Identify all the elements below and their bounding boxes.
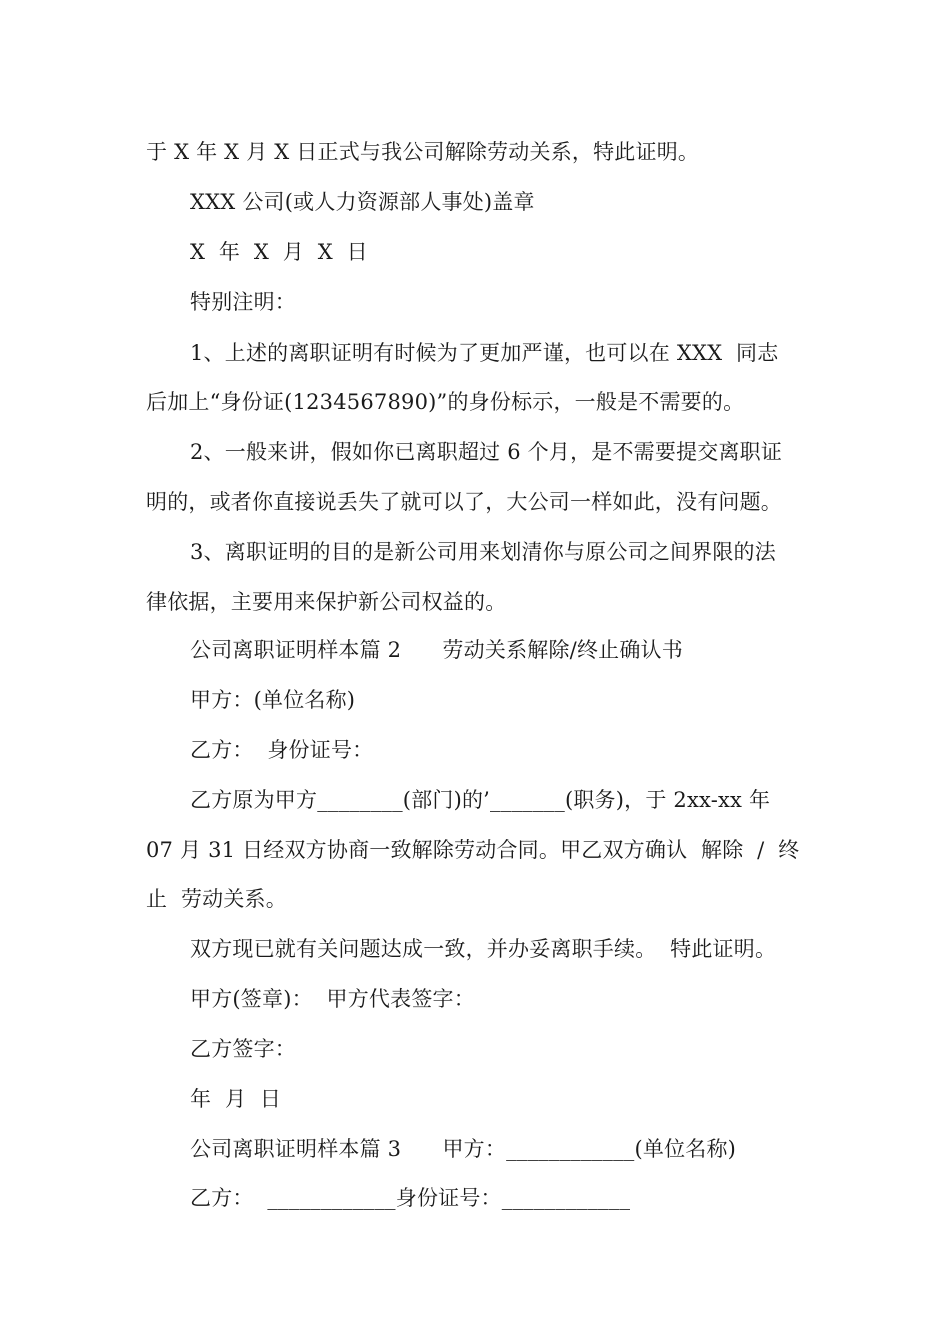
party-a-line: 甲方：(单位名称) [190, 688, 356, 712]
sample-3-party-b-line: 乙方： ____________身份证号：____________ [190, 1186, 631, 1210]
note-item-3: 3、离职证明的目的是新公司用来划清你与原公司之间界限的法 [190, 540, 776, 564]
note-item-1-cont: 后加上“身份证(1234567890)”的身份标示，一般是不需要的。 [146, 390, 745, 414]
agreement-line: 双方现已就有关问题达成一致，并办妥离职手续。 特此证明。 [190, 937, 777, 961]
sample-3-heading: 公司离职证明样本篇 3 甲方：____________(单位名称) [190, 1137, 737, 1161]
note-item-1: 1、上述的离职证明有时候为了更加严谨，也可以在 XXX 同志 [190, 341, 779, 365]
special-note-heading: 特别注明： [190, 290, 296, 314]
company-seal-line: XXX 公司(或人力资源部人事处)盖章 [190, 190, 535, 214]
contract-paragraph: 乙方原为甲方________(部门)的’_______(职务)，于 2xx-xx 年 [190, 788, 771, 812]
sample-2-heading: 公司离职证明样本篇 2 劳动关系解除/终止确认书 [190, 638, 683, 662]
note-item-2-cont: 明的，或者你直接说丢失了就可以了，大公司一样如此，没有问题。 [146, 490, 782, 514]
note-item-3-cont: 律依据，主要用来保护新公司权益的。 [146, 590, 507, 614]
signature-date-line: 年 月 日 [190, 1087, 282, 1111]
paragraph-line: 于 X 年 X 月 X 日正式与我公司解除劳动关系，特此证明。 [146, 140, 700, 164]
date-line: X 年 X 月 X 日 [190, 240, 368, 264]
note-item-2: 2、一般来讲，假如你已离职超过 6 个月，是不需要提交离职证 [190, 440, 783, 464]
party-b-signature-line: 乙方签字： [190, 1037, 296, 1061]
party-a-signature-line: 甲方(签章)： 甲方代表签字： [190, 987, 475, 1011]
contract-paragraph-cont: 07 月 31 日经双方协商一致解除劳动合同。甲乙双方确认 解除 / 终 [146, 838, 800, 862]
party-b-line: 乙方： 身份证号： [190, 738, 374, 762]
contract-paragraph-cont: 止 劳动关系。 [146, 887, 287, 911]
